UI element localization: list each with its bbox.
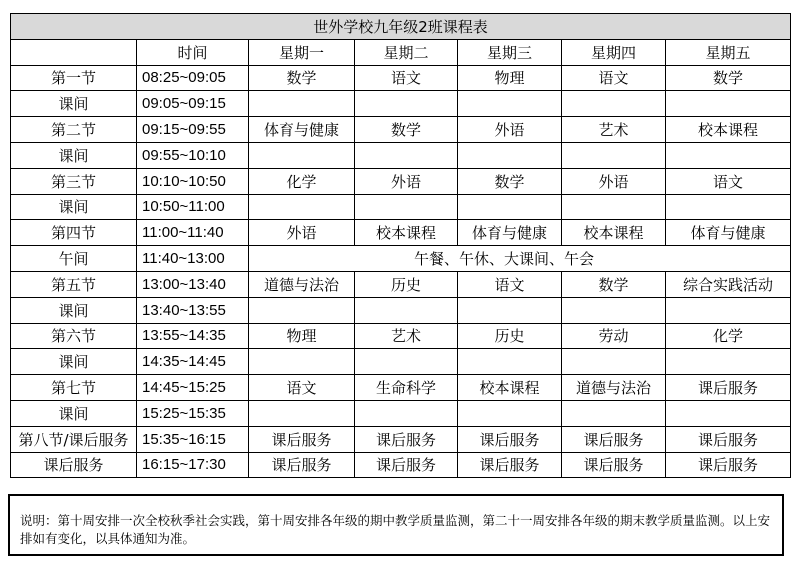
header-day: 星期五: [666, 39, 791, 65]
class-cell: [562, 91, 666, 117]
class-cell: 语文: [249, 375, 355, 401]
period-label: 课后服务: [11, 452, 137, 478]
class-cell: [458, 91, 562, 117]
class-cell: 外语: [458, 117, 562, 143]
class-cell: 数学: [666, 65, 791, 91]
class-cell: [249, 194, 355, 220]
table-row: [11, 117, 791, 143]
period-label: 课间: [11, 400, 137, 426]
class-cell: [249, 297, 355, 323]
notes-box: [8, 494, 784, 556]
class-cell: 校本课程: [666, 117, 791, 143]
class-cell: 语文: [666, 168, 791, 194]
class-cell: 体育与健康: [666, 220, 791, 246]
table-row: [11, 246, 791, 272]
class-cell: 艺术: [355, 323, 458, 349]
period-label: 课间: [11, 142, 137, 168]
class-cell: 体育与健康: [458, 220, 562, 246]
class-cell: [562, 194, 666, 220]
class-cell: 语文: [355, 65, 458, 91]
table-row: [11, 452, 791, 478]
class-cell: 校本课程: [562, 220, 666, 246]
class-cell: 课后服务: [562, 452, 666, 478]
period-label: 第六节: [11, 323, 137, 349]
table-row: [11, 375, 791, 401]
class-cell: 课后服务: [249, 426, 355, 452]
class-cell: [666, 91, 791, 117]
time-range: 11:40~13:00: [137, 246, 249, 272]
time-range: 13:40~13:55: [137, 297, 249, 323]
period-label: 课间: [11, 91, 137, 117]
time-range: 09:55~10:10: [137, 142, 249, 168]
class-cell: 校本课程: [355, 220, 458, 246]
class-cell: [666, 194, 791, 220]
class-cell: 课后服务: [666, 452, 791, 478]
time-range: 11:00~11:40: [137, 220, 249, 246]
table-row: [11, 168, 791, 194]
class-cell: [562, 400, 666, 426]
class-cell: [458, 349, 562, 375]
class-cell: [666, 400, 791, 426]
header-day: 星期四: [562, 39, 666, 65]
class-cell: 数学: [249, 65, 355, 91]
class-cell: 课后服务: [458, 452, 562, 478]
lunch-note: 午餐、午休、大课间、午会: [249, 246, 791, 272]
class-cell: [355, 91, 458, 117]
period-label: 午间: [11, 246, 137, 272]
class-cell: 外语: [249, 220, 355, 246]
class-cell: 课后服务: [355, 452, 458, 478]
class-cell: 历史: [355, 271, 458, 297]
period-label: 第七节: [11, 375, 137, 401]
class-cell: 课后服务: [666, 426, 791, 452]
table-row: [11, 400, 791, 426]
table-row: [11, 323, 791, 349]
class-cell: [666, 349, 791, 375]
period-label: 课间: [11, 194, 137, 220]
period-label: 课间: [11, 297, 137, 323]
class-cell: [666, 142, 791, 168]
time-range: 14:45~15:25: [137, 375, 249, 401]
table-row: [11, 220, 791, 246]
table-row: [11, 349, 791, 375]
class-cell: [355, 349, 458, 375]
class-cell: [458, 142, 562, 168]
class-cell: 语文: [458, 271, 562, 297]
class-cell: [355, 297, 458, 323]
class-cell: [249, 400, 355, 426]
class-cell: [562, 349, 666, 375]
class-cell: [562, 142, 666, 168]
class-cell: 历史: [458, 323, 562, 349]
time-range: 10:50~11:00: [137, 194, 249, 220]
class-cell: [249, 349, 355, 375]
class-cell: 课后服务: [355, 426, 458, 452]
table-row: [11, 65, 791, 91]
class-cell: 化学: [249, 168, 355, 194]
time-range: 09:05~09:15: [137, 91, 249, 117]
table-row: [11, 142, 791, 168]
class-cell: 劳动: [562, 323, 666, 349]
class-cell: 校本课程: [458, 375, 562, 401]
period-label: 第三节: [11, 168, 137, 194]
class-cell: 体育与健康: [249, 117, 355, 143]
class-cell: [458, 297, 562, 323]
header-day: 星期三: [458, 39, 562, 65]
time-range: 10:10~10:50: [137, 168, 249, 194]
class-cell: 道德与法治: [562, 375, 666, 401]
class-cell: 语文: [562, 65, 666, 91]
time-range: 13:55~14:35: [137, 323, 249, 349]
table-title: 世外学校九年级2班课程表: [11, 14, 791, 40]
header-day: 星期二: [355, 39, 458, 65]
table-row: [11, 426, 791, 452]
class-cell: 数学: [458, 168, 562, 194]
class-cell: 课后服务: [458, 426, 562, 452]
class-cell: 外语: [355, 168, 458, 194]
class-cell: [249, 142, 355, 168]
class-cell: 数学: [562, 271, 666, 297]
class-cell: [355, 400, 458, 426]
notes-text: 说明：第十周安排一次全校秋季社会实践，第十周安排各年级的期中教学质量监测，第二十一周安排各年级的期末教学质量监测。以上安排如有变化，以具体通知为准。: [20, 513, 771, 546]
period-label: 第五节: [11, 271, 137, 297]
time-range: 15:35~16:15: [137, 426, 249, 452]
schedule-table: [10, 13, 791, 478]
header-corner: [11, 39, 137, 65]
period-label: 第一节: [11, 65, 137, 91]
period-label: 第二节: [11, 117, 137, 143]
class-cell: [666, 297, 791, 323]
class-cell: 数学: [355, 117, 458, 143]
table-row: [11, 91, 791, 117]
class-cell: 艺术: [562, 117, 666, 143]
class-cell: 物理: [249, 323, 355, 349]
time-range: 16:15~17:30: [137, 452, 249, 478]
time-range: 14:35~14:45: [137, 349, 249, 375]
time-range: 13:00~13:40: [137, 271, 249, 297]
table-row: [11, 297, 791, 323]
class-cell: 外语: [562, 168, 666, 194]
time-range: 09:15~09:55: [137, 117, 249, 143]
class-cell: 课后服务: [666, 375, 791, 401]
class-cell: 课后服务: [562, 426, 666, 452]
class-cell: [249, 91, 355, 117]
class-cell: 物理: [458, 65, 562, 91]
class-cell: 道德与法治: [249, 271, 355, 297]
class-cell: 综合实践活动: [666, 271, 791, 297]
class-cell: [458, 194, 562, 220]
period-label: 第八节/课后服务: [11, 426, 137, 452]
class-cell: [355, 142, 458, 168]
time-range: 15:25~15:35: [137, 400, 249, 426]
period-label: 第四节: [11, 220, 137, 246]
class-cell: 课后服务: [249, 452, 355, 478]
class-cell: 生命科学: [355, 375, 458, 401]
class-cell: [458, 400, 562, 426]
table-row: [11, 194, 791, 220]
header-time: 时间: [137, 39, 249, 65]
period-label: 课间: [11, 349, 137, 375]
class-cell: 化学: [666, 323, 791, 349]
class-cell: [562, 297, 666, 323]
table-row: [11, 271, 791, 297]
class-cell: [355, 194, 458, 220]
header-day: 星期一: [249, 39, 355, 65]
time-range: 08:25~09:05: [137, 65, 249, 91]
